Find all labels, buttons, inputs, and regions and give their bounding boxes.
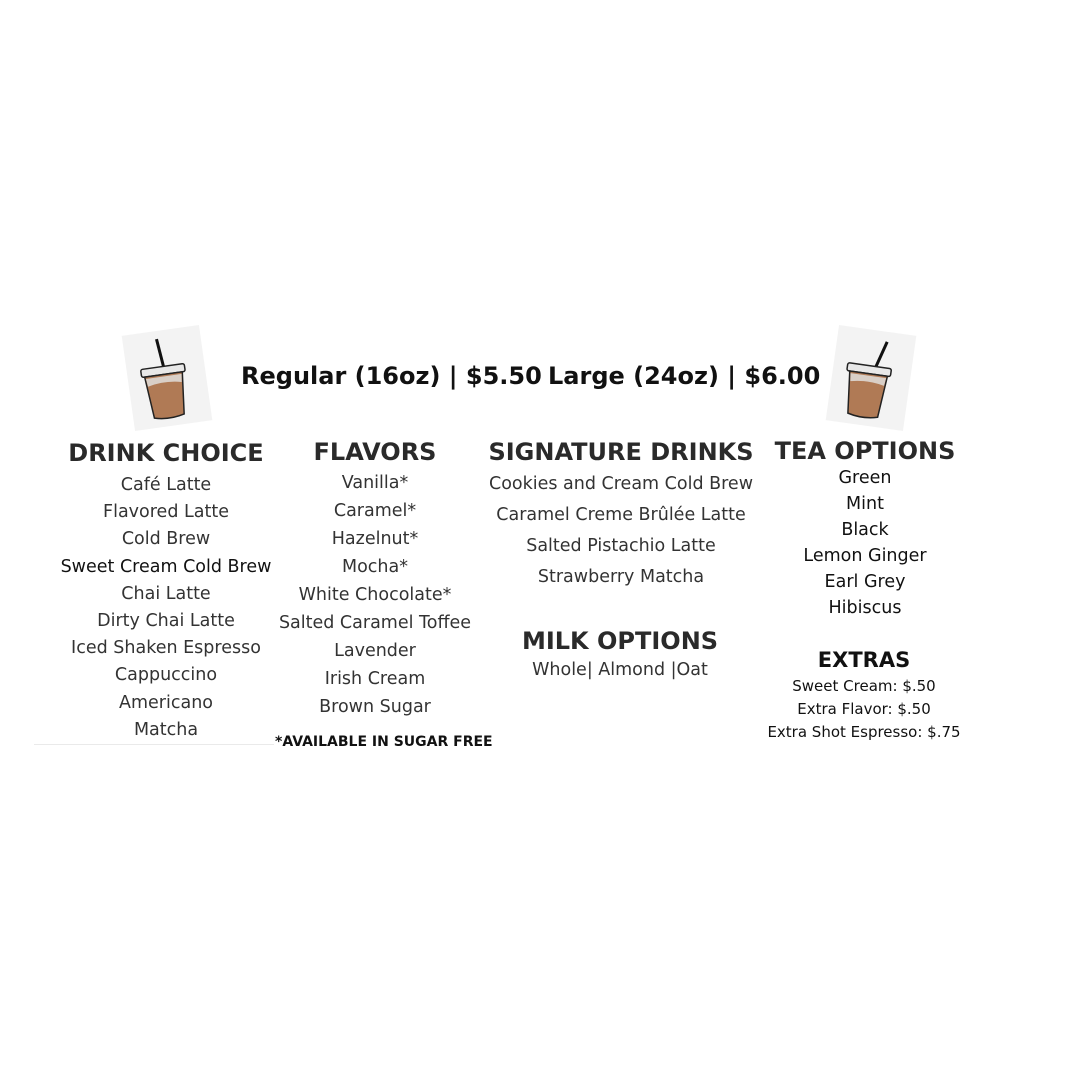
tea-item: Green [838,468,892,488]
extras-section [764,645,964,744]
drink-item: Dirty Chai Latte [97,611,235,632]
flavors-section [272,437,478,721]
tea-options-section [770,436,960,621]
drink-item: Matcha [133,719,199,740]
drink-item: Chai Latte [121,583,211,604]
flavor-item: Salted Caramel Toffee [278,613,472,633]
sugar-free-note: *AVAILABLE IN SUGAR FREE [275,734,493,750]
tea-item: Black [841,520,889,540]
signature-item: Salted Pistachio Latte [526,536,716,556]
drink-item: Cold Brew [121,529,211,550]
drink-item: Sweet Cream Cold Brew [60,556,272,577]
tea-item: Hibiscus [828,598,902,618]
flavor-item: Lavender [334,641,416,661]
tea-item: Mint [846,494,884,514]
flavor-item: White Chocolate* [298,585,452,605]
extra-item: Extra Shot Espresso: $.75 [767,723,961,741]
regular-price: Regular (16oz) | $5.50 [241,362,542,390]
signature-drinks-title: SIGNATURE DRINKS [488,438,754,466]
iced-coffee-cup-icon [826,325,917,431]
drink-item: Americano [119,692,213,713]
drink-item: Iced Shaken Espresso [71,638,261,659]
flavor-item: Irish Cream [324,669,426,689]
milk-options-title: MILK OPTIONS [521,627,719,655]
divider [34,744,274,745]
milk-options-list: Whole| Almond |Oat [532,660,708,680]
signature-item: Cookies and Cream Cold Brew [488,474,754,494]
extras-title: EXTRAS [817,648,911,672]
signature-drinks-section [488,437,754,593]
milk-options-section [500,626,740,684]
flavor-item: Mocha* [342,557,408,577]
flavors-title: FLAVORS [313,438,437,466]
tea-item: Earl Grey [824,572,906,592]
drink-choice-title: DRINK CHOICE [68,439,264,467]
flavor-item: Brown Sugar [319,697,431,717]
drink-choice-section [40,438,292,744]
drink-item: Café Latte [120,475,212,495]
extra-item: Sweet Cream: $.50 [792,677,936,695]
flavor-item: Hazelnut* [331,529,419,549]
flavor-item: Vanilla* [341,473,409,493]
drink-item: Flavored Latte [103,502,229,523]
large-price: Large (24oz) | $6.00 [548,362,821,390]
signature-item: Strawberry Matcha [537,567,705,587]
drink-item: Cappuccino [114,665,218,686]
iced-coffee-cup-icon [122,325,213,431]
tea-options-title: TEA OPTIONS [774,437,956,465]
flavor-item: Caramel* [333,501,417,521]
tea-item: Lemon Ginger [803,546,927,566]
signature-item: Caramel Creme Brûlée Latte [496,505,746,525]
extra-item: Extra Flavor: $.50 [797,700,931,718]
